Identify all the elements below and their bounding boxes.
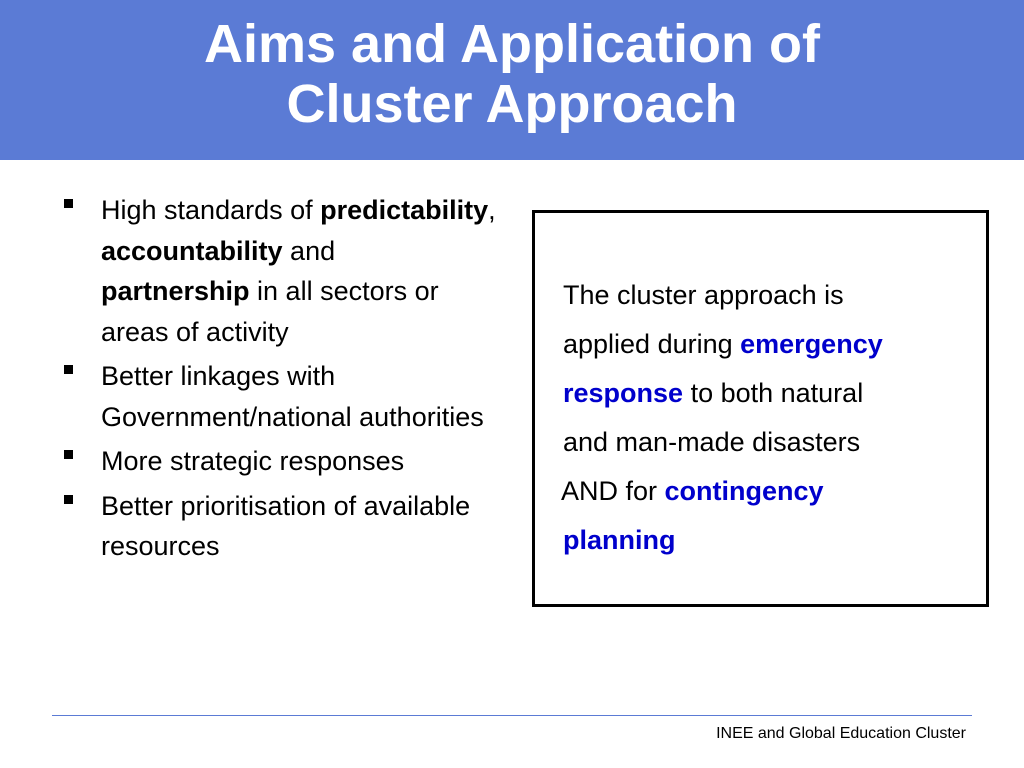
square-bullet-icon (64, 199, 73, 208)
square-bullet-icon (64, 450, 73, 459)
callout-line (561, 467, 983, 516)
callout-text-plain: and man-made disasters (563, 427, 861, 457)
bullet-text: More strategic responses (101, 446, 405, 476)
keyword-contingency: contingency (664, 476, 824, 506)
footer-credit: INEE and Global Education Cluster (716, 725, 966, 742)
callout-text-plain: to both natural (683, 378, 864, 408)
keyword-partnership: partnership (101, 276, 250, 306)
callout-line (563, 516, 983, 565)
keyword-planning: planning (563, 525, 676, 555)
callout-line (563, 320, 983, 369)
slide-title-line-1: Aims and Application of (203, 14, 821, 74)
footer-divider (52, 715, 972, 716)
bullet-text: High standards of (101, 195, 321, 225)
bullet-text: in all sectors or areas of activity (101, 276, 439, 347)
callout-text-plain: applied during (563, 329, 741, 359)
bullet-text: and (282, 235, 336, 266)
callout-text-plain: AND for (561, 476, 665, 506)
slide-title (0, 14, 1024, 134)
square-bullet-icon (64, 495, 73, 504)
bullet-text: Better linkages with Government/national authorities (101, 361, 484, 432)
bullet-item-prioritisation (62, 486, 502, 567)
keyword-accountability: accountability (101, 235, 283, 266)
keyword-response: response (563, 378, 684, 408)
callout-box (532, 210, 989, 607)
keyword-emergency: emergency (740, 329, 883, 359)
callout-text-plain: The cluster approach is (563, 280, 844, 310)
callout-line (563, 271, 983, 320)
callout-line (563, 418, 983, 467)
square-bullet-icon (64, 365, 73, 374)
callout-line (563, 369, 983, 418)
slide-title-line-2: Cluster Approach (286, 74, 738, 134)
title-bar (0, 0, 1024, 160)
bullet-item-standards (62, 190, 502, 352)
keyword-predictability: predictability (320, 195, 489, 225)
bullet-item-linkages (62, 356, 502, 437)
bullet-text: Better prioritisation of available resources (101, 490, 471, 561)
callout-text (563, 271, 983, 565)
bullet-list (62, 190, 502, 571)
bullet-item-strategic (62, 441, 502, 482)
bullet-text: , (488, 195, 496, 225)
